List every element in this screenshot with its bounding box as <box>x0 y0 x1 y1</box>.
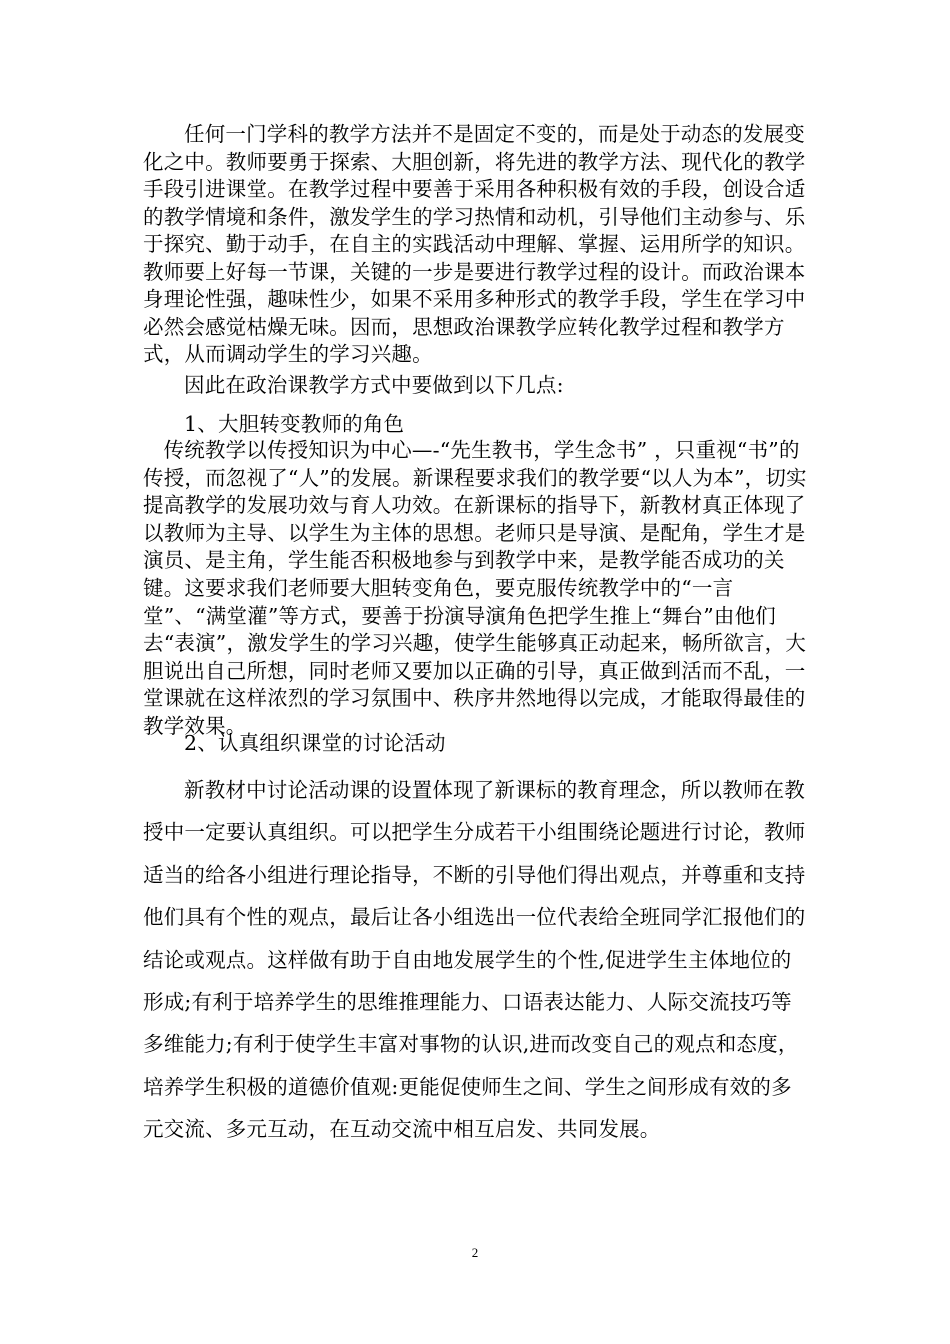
body-paragraph: 因此在政治课教学方式中要做到以下几点: <box>184 373 564 397</box>
page-number: 2 <box>471 1245 479 1260</box>
section-heading: 2、认真组织课堂的讨论活动 <box>184 731 446 755</box>
section-heading: 1、大胆转变教师的角色 <box>184 412 405 436</box>
body-paragraph: 任何一门学科的教学方法并不是固定不变的，而是处于动态的发展变化之中。教师要勇于探索、大胆创新，将先进的教学方法、现代化的教学手段引进课堂。在教学过程中要善于采用各种积极有效的手段，创设合适的教学情境和条件，激发学生的学习热情和动机，引导他们主动参与、乐于探究、勤于动手，在自主的实践活动中理解、掌握、运用所学的知识。教师要上好每一节课，关键的一步是要进行教学过程的设计。而政治课本身理论性强，趣味性少，如果不采用多种形式的教学手段，学生在学习中必然会感觉枯燥无味。因而，思想政治课教学应转化教学过程和教学方式，从而调动学生的学习兴趣。 <box>143 122 806 366</box>
body-paragraph: 新教材中讨论活动课的设置体现了新课标的教育理念，所以教师在教授中一定要认真组织。可以把学生分成若干小组围绕论题进行讨论，教师适当的给各小组进行理论指导，不断的引导他们得出观点，并尊重和支持他们具有个性的观点，最后让各小组选出一位代表给全班同学汇报他们的结论或观点。这样做有助于自由地发展学生的个性,促进学生主体地位的形成;有利于培养学生的思维推理能力、口语表达能力、人际交流技巧等多维能力;有利于使学生丰富对事物的认识,进而改变自己的观点和态度，培养学生积极的道德价值观:更能促使师生之间、学生之间形成有效的多元交流、多元互动，在互动交流中相互启发、共同发展。 <box>143 778 806 1142</box>
body-paragraph: 传统教学以传授知识为中心—-“先生教书，学生念书” ，只重视“书”的传授，而忽视了“人”的发展。新课程要求我们的教学要“以人为本”，切实提高教学的发展功效与育人功效。在新课标的指导下，新教材真正体现了以教师为主导、以学生为主体的思想。老师只是导演、是配角，学生才是演员、是主角，学生能否积极地参与到教学中来，是教学能否成功的关键。这要求我们老师要大胆转变角色，要克服传统教学中的“一言堂”、“满堂灌”等方式，要善于扮演导演角色把学生推上“舞台”由他们去“表演”，激发学生的学习兴趣，使学生能够真正动起来，畅所欲言，大胆说出自己所想，同时老师又要加以正确的引导，真正做到活而不乱，一堂课就在这样浓烈的学习氛围中、秩序井然地得以完成，才能取得最佳的教学效果。 <box>143 438 807 738</box>
